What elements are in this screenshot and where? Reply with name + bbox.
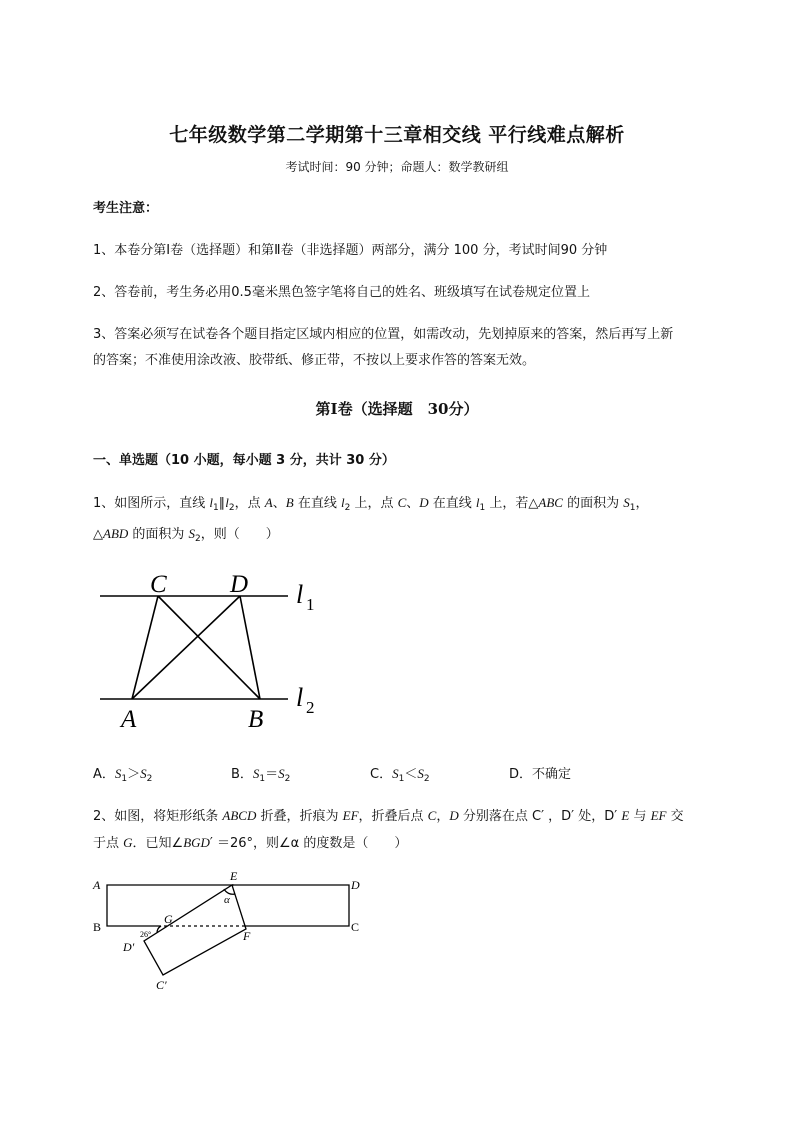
q2-text-part: 折叠，折痕为: [256, 809, 343, 824]
part-heading: 一、单选题（10 小题，每小题 3 分，共计 30 分）: [93, 453, 395, 468]
q1-point: C: [397, 495, 407, 510]
option-prefix: A．: [93, 767, 115, 782]
question-1-text: [93, 490, 753, 552]
q1-text-part: ，点: [234, 496, 265, 511]
q2-point-g: G: [123, 835, 133, 850]
option-subscript: 2: [423, 774, 430, 784]
q1-area-s1: S: [623, 495, 630, 510]
q2-text-part: 交: [666, 809, 684, 824]
q1-label-d: D: [230, 571, 249, 598]
option-subscript: 1: [398, 774, 405, 784]
q1-segment-cb: [158, 596, 260, 699]
q2-label-c-prime: C′: [156, 978, 167, 992]
q1-triangle-abc: ABC: [538, 495, 563, 510]
q2-text-part: ′ ＝26°，则∠α 的度数是（ ）: [209, 836, 408, 851]
q1-line-l1: l: [209, 495, 214, 510]
q2-text-part: ，: [436, 809, 450, 824]
q2-figure: [88, 865, 378, 1000]
option-prefix: C．: [370, 767, 393, 782]
option-s1: S: [252, 766, 260, 781]
q1-subscript: 2: [195, 534, 201, 544]
q1-line-l2: l: [340, 495, 345, 510]
q1-text-part: 、: [272, 496, 286, 511]
q1-text-part: △: [93, 527, 103, 542]
q1-text-part: 的面积为: [562, 496, 624, 511]
option-prefix: B．: [231, 767, 253, 782]
q1-point: B: [285, 495, 294, 510]
q1-line-l2: l: [225, 495, 229, 510]
q1-option-d[interactable]: D．不确定: [509, 767, 572, 782]
q2-text-part: 2、如图，将矩形纸条: [93, 809, 223, 824]
q1-label-c: C: [150, 571, 167, 598]
q2-label-c: C: [351, 920, 360, 934]
q2-rect-abcd: ABCD: [222, 808, 257, 823]
q1-label-b: B: [248, 706, 264, 733]
q2-text-part: 与: [629, 809, 651, 824]
q2-label-a: A: [93, 878, 101, 892]
q2-text-part: ．已知∠: [132, 836, 184, 851]
q2-angle-bgd: BGD: [183, 835, 210, 850]
q1-option-c[interactable]: [370, 763, 430, 784]
option-operator: ＜: [404, 767, 418, 782]
option-s1: S: [114, 766, 122, 781]
q1-text-part: ，: [635, 496, 649, 511]
option-operator: ＞: [127, 767, 141, 782]
q2-crease-ef: EF: [650, 808, 667, 823]
option-s2: S: [140, 766, 147, 781]
notice-heading: 考生注意：: [93, 201, 159, 216]
option-subscript: 2: [146, 774, 153, 784]
q1-label-l1-sub: 1: [306, 595, 315, 614]
q2-label-26-deg: 26°: [140, 930, 152, 939]
q2-crease-ef: EF: [342, 808, 359, 823]
q1-option-b[interactable]: [231, 763, 290, 784]
q1-line-l1: l: [475, 495, 480, 510]
q1-area-s2: S: [188, 526, 196, 541]
page-title: 七年级数学第二学期第十三章相交线 平行线难点解析: [169, 124, 625, 146]
notice-item-2: 2、答卷前，考生务必用0.5毫米黑色签字笔将自己的姓名、班级填写在试卷规定位置上: [93, 285, 590, 300]
q1-figure: [95, 565, 335, 735]
option-s2: S: [278, 766, 285, 781]
notice-item-3-line-1: 3、答案必须写在试卷各个题目指定区域内相应的位置，如需改动，先划掉原来的答案，然后再写上新: [93, 327, 674, 342]
q1-label-a: A: [121, 706, 137, 733]
q2-point-e: E: [621, 808, 630, 823]
q1-segment-db: [240, 596, 260, 699]
q1-subscript: 2: [344, 503, 351, 513]
q1-subscript: 1: [629, 503, 636, 513]
q1-text-part: 1、如图所示，直线: [93, 496, 210, 511]
q1-segment-da: [132, 596, 240, 699]
notice-item-3-line-2: 的答案；不准使用涂改液、胶带纸、修正带，不按以上要求作答的答案无效。: [93, 353, 536, 368]
q2-label-alpha: α: [224, 894, 230, 906]
q2-point-c: C: [427, 808, 437, 823]
q1-option-a[interactable]: [93, 763, 152, 784]
q2-label-e: E: [230, 869, 238, 883]
q1-text-part: 上，点: [350, 496, 398, 511]
q1-subscript: 1: [479, 503, 486, 513]
q1-text-part: 上，若△: [485, 496, 539, 511]
q1-text-part: 在直线: [428, 496, 476, 511]
q2-text-part: 分别落在点 C′ ，D′ 处，D′: [458, 809, 622, 824]
q1-subscript: 2: [228, 503, 235, 513]
q2-text-part: ，折叠后点: [358, 809, 428, 824]
q1-label-l1: l: [296, 580, 304, 609]
q1-text-part: ，则（ ）: [200, 527, 279, 542]
q2-label-f: F: [243, 929, 251, 943]
q1-triangle-abd: ABD: [103, 526, 129, 541]
option-operator: ＝: [265, 767, 279, 782]
q1-text-part: 在直线: [293, 496, 341, 511]
option-s1: S: [392, 766, 399, 781]
q2-rect-right: [232, 885, 349, 926]
q1-text-part: 的面积为: [128, 527, 189, 542]
q1-parallel-symbol: ∥: [218, 496, 226, 511]
option-s2: S: [417, 766, 424, 781]
q1-text-part: 、: [406, 496, 420, 511]
section-title: 第Ⅰ卷（选择题 30分）: [315, 400, 479, 418]
q2-label-d: D: [351, 878, 360, 892]
option-subscript: 1: [259, 774, 266, 784]
q1-segment-ca: [132, 596, 158, 699]
q1-point: A: [264, 495, 273, 510]
q1-label-l2: l: [296, 683, 304, 712]
q1-subscript: 1: [213, 503, 219, 513]
exam-info: 考试时间：90 分钟；命题人：数学教研组: [285, 160, 509, 174]
question-2-text: [93, 803, 753, 857]
q2-label-d-prime: D′: [123, 940, 135, 954]
q2-label-g: G: [164, 912, 173, 926]
q2-label-b: B: [93, 920, 102, 934]
notice-item-1: 1、本卷分第Ⅰ卷（选择题）和第Ⅱ卷（非选择题）两部分，满分 100 分，考试时间90 分钟: [93, 243, 608, 258]
q2-point-d: D: [449, 808, 459, 823]
option-subscript: 2: [284, 774, 291, 784]
q1-point: D: [419, 495, 429, 510]
q2-folded-part: [144, 885, 246, 975]
q2-text-part: 于点: [93, 836, 124, 851]
option-subscript: 1: [121, 774, 128, 784]
q1-label-l2-sub: 2: [306, 698, 315, 717]
